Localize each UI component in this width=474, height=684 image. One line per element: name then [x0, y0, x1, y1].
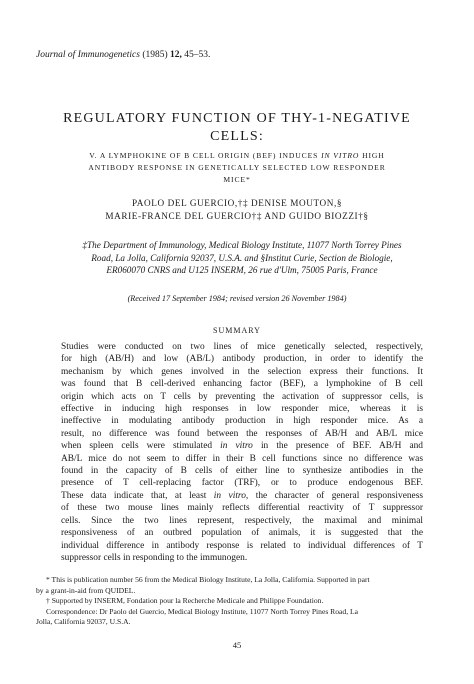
summary-line: effective in inducing high responses in low responder mice, whereas it is	[61, 404, 423, 415]
received-dates: (Received 17 September 1984; revised version 26 November 1984)	[127, 294, 347, 303]
footnote-line: by a grant-in-aid from QUIDEL.	[36, 585, 136, 595]
summary-line: These data indicate that, at least in vitro, the character of general responsiveness	[61, 490, 424, 501]
title-line-1: REGULATORY FUNCTION OF THY-1-NEGATIVE	[63, 111, 411, 126]
footnote-line: Jolla, California 92037, U.S.A.	[36, 617, 131, 626]
summary-line: found in the capacity of B cells of either line to synthesize antibodies in the	[61, 466, 423, 477]
summary-line: individual difference in antibody response is related to individual differences of T	[61, 540, 423, 551]
summary-line: suppressor cells in responding to the immunogen.	[61, 552, 248, 563]
subtitle-line-1-italic: IN VITRO	[321, 151, 360, 160]
article-subtitle	[56, 150, 418, 186]
affiliation-line-1: ‡The Department of Immunology, Medical Biology Institute, 11077 North Torrey Pines	[82, 240, 402, 250]
summary-line: AB/L mice do not seem to differ in their B cell functions since no difference was	[61, 453, 423, 464]
footnote-line: † Supported by INSERM, Fondation pour la Recherche Medicale and Philippe Foundation.	[46, 596, 324, 605]
subtitle-line-1	[56, 150, 418, 162]
footnotes	[36, 575, 436, 628]
article-title	[40, 110, 434, 146]
summary-line: cells. Since the two lines represent, respectively, the maximal and minimal	[61, 515, 423, 526]
subtitle-line-3: MICE*	[223, 175, 251, 184]
footnote-line: * This is publication number 56 from the Medical Biology Institute, La Jolla, California. Supported in part	[46, 575, 370, 584]
summary-line: presence of T cell-replacing factor (TRF), or to produce endogenous BEF.	[61, 478, 423, 489]
authors-line-2: MARIE-FRANCE DEL GUERCIO†‡ AND GUIDO BIOZZI†§	[105, 211, 369, 221]
summary-line: origin which acts on T cells by preventing the activation of suppressor cells, is	[61, 391, 423, 402]
journal-header	[36, 50, 210, 60]
journal-name: Journal of Immunogenetics	[36, 50, 140, 60]
affiliation-line-3: ER060070 CNRS and U125 INSERM, 26 rue d'Ulm, 75005 Paris, France	[106, 265, 378, 275]
summary-line: responsiveness of an outbred population of animals, it is suggested that the	[61, 528, 423, 539]
journal-volume: 12,	[170, 50, 182, 60]
summary-line: Studies were conducted on two lines of mice genetically selected, respectively,	[61, 342, 423, 352]
authors-line-1: PAOLO DEL GUERCIO,†‡ DENISE MOUTON,§	[131, 198, 343, 208]
summary-line: when spleen cells were stimulated in vitro in the presence of BEF. AB/H and	[61, 441, 423, 452]
journal-pages: 45–53.	[184, 50, 211, 60]
page-number: 45	[232, 640, 242, 650]
subtitle-line-2: ANTIBODY RESPONSE IN GENETICALLY SELECTED LOW RESPONDER	[88, 163, 386, 172]
affiliation-line-2: Road, La Jolla, California 92037, U.S.A. and §Institut Curie, Section de Biologie,	[91, 252, 393, 263]
summary-line: for high (AB/H) and low (AB/L) antibody production, in order to identify the	[61, 354, 423, 365]
affiliations	[62, 239, 422, 277]
footnote-line: Correspondence: Dr Paolo del Guercio, Medical Biology Institute, 11077 North Torrey Pines Road, La	[46, 606, 359, 616]
title-line-2: CELLS:	[210, 129, 264, 144]
summary-heading: SUMMARY	[213, 326, 261, 335]
summary-line: result, no difference was found between the responses of AB/H and AB/L mice	[61, 428, 423, 439]
author-list	[40, 197, 434, 223]
journal-year: (1985)	[142, 50, 168, 60]
summary-line: of these two mouse lines mainly reflects differential reactivity of T suppressor	[61, 503, 423, 514]
summary-line: was found that B cell-derived enhancing factor (BEF), a lymphokine of B cell	[61, 379, 423, 390]
summary-line: ineffective in modulating antibody production in high responder mice. As a	[61, 416, 423, 427]
summary-text	[61, 341, 423, 564]
summary-line: mechanism by which genes involved in the selection express their functions. It	[61, 366, 423, 377]
subtitle-line-1-post: HIGH	[359, 151, 385, 160]
subtitle-line-1-pre: V. A LYMPHOKINE OF B CELL ORIGIN (BEF) INDUCES	[89, 151, 322, 160]
